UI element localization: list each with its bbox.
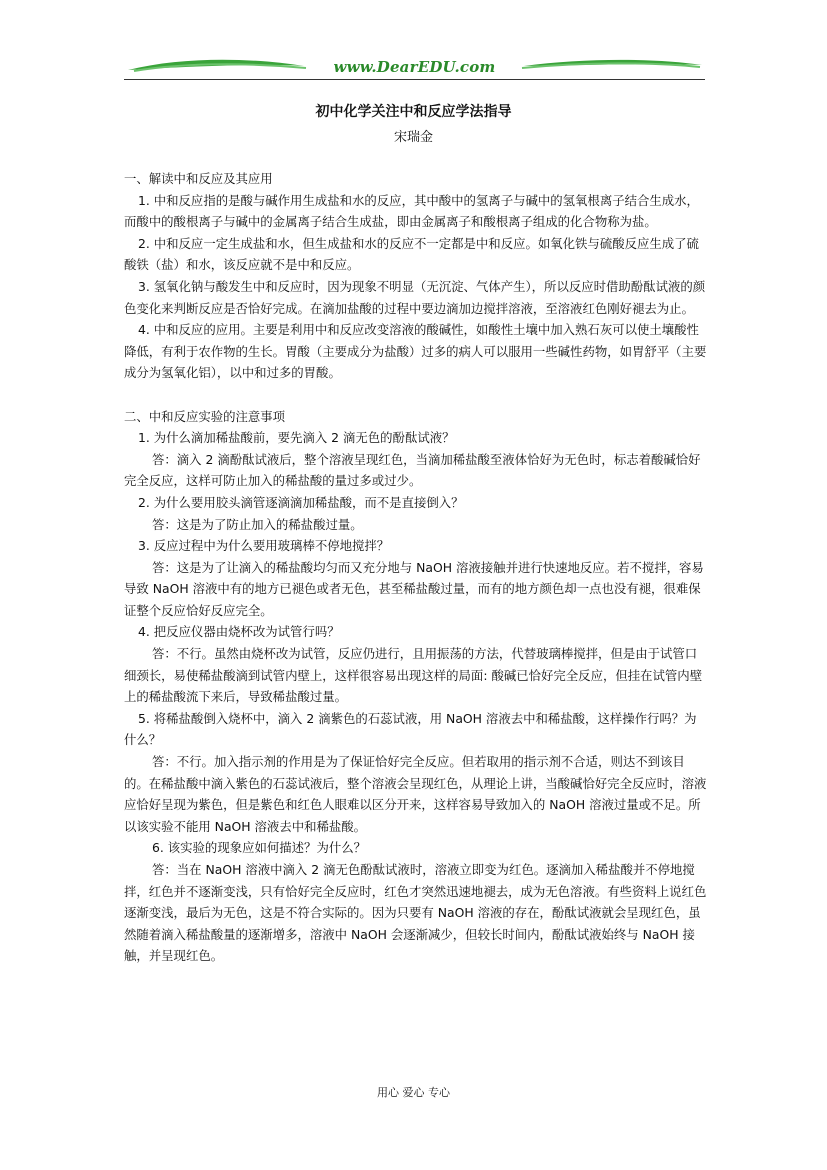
question-item: 3. 氢氧化钠与酸发生中和反应时，因为现象不明显（无沉淀、气体产生），所以反应时借助酚酞试液的颜色变化来判断反应是否恰好完成。在滴加盐酸的过程中要边滴加边搅拌溶液，至溶液红色刚好褪去为止。 xyxy=(124,278,706,316)
question-item: 1. 中和反应指的是酸与碱作用生成盐和水的反应，其中酸中的氢离子与碱中的氢氧根离子结合生成水，而酸中的酸根离子与碱中的金属离子结合生成盐，即由金属离子和酸根离子组成的化合物称为盐。 xyxy=(124,192,699,230)
answer-paragraph: 答：这是为了让滴入的稀盐酸均匀而又充分地与 NaOH 溶液接触并进行快速地反应。若不搅拌，容易导致 NaOH 溶液中有的地方已褪色或者无色，甚至稀盐酸过量，而有的地方颜色却一点也没有褪，很难保证整个反应恰好反应完全。 xyxy=(124,559,704,618)
answer-paragraph: 答：当在 NaOH 溶液中滴入 2 滴无色酚酞试液时，溶液立即变为红色。逐滴加入稀盐酸并不停地搅拌，红色并不逐渐变浅，只有恰好完全反应时，红色才突然迅速地褪去，成为无色溶液。有些资料上说红色逐渐变浅，最后为无色，这是不符合实际的。因为只要有 NaOH 溶液的存在，酚酞试液就会呈现红色，虽然随着滴入稀盐酸量的逐渐增多，溶液中 NaOH 会逐渐减少，但较长时间内，酚酞试液始终与 NaOH 接触，并呈现红色。 xyxy=(124,862,707,964)
question-item: 2. 为什么要用胶头滴管逐滴滴加稀盐酸，而不是直接倒入？ xyxy=(138,494,464,510)
answer-paragraph: 答：滴入 2 滴酚酞试液后，整个溶液呈现红色，当滴加稀盐酸至液体恰好为无色时，标志着酸碱恰好完全反应，这样可防止加入的稀盐酸的量过多或过少。 xyxy=(124,451,701,489)
answer-paragraph: 答：不行。虽然由烧杯改为试管，反应仍进行，且用振荡的方法，代替玻璃棒搅拌，但是由于试管口细颈长，易使稀盐酸滴到试管内壁上，这样很容易出现这样的局面: 酸碱已恰好完全反应，但挂在试管内壁上的稀盐酸流下来后，导致稀盐酸过量。 xyxy=(124,646,703,705)
section-gap xyxy=(124,384,707,406)
question-item: 3. 反应过程中为什么要用玻璃棒不停地搅拌？ xyxy=(138,538,390,554)
header-rule xyxy=(124,79,705,80)
section-heading: 一、解读中和反应及其应用 xyxy=(124,171,273,186)
document-title: 初中化学关注中和反应学法指导 xyxy=(315,104,512,120)
question-item: 4. 把反应仪器由烧杯改为试管行吗？ xyxy=(138,624,340,640)
site-header-logo xyxy=(124,52,705,82)
question-item: 5. 将稀盐酸倒入烧杯中，滴入 2 滴紫色的石蕊试液，用 NaOH 溶液去中和稀盐酸，这样操作行吗？为什么？ xyxy=(124,710,697,748)
question-item: 4. 中和反应的应用。主要是利用中和反应改变溶液的酸碱性，如酸性土壤中加入熟石灰可以使土壤酸性降低，有利于农作物的生长。胃酸（主要成分为盐酸）过多的病人可以服用一些碱性药物，如胃舒平（主要成分为氢氧化铝），以中和过多的胃酸。 xyxy=(124,322,707,381)
answer-paragraph: 答：不行。加入指示剂的作用是为了保证恰好完全反应。但若取用的指示剂不合适，则达不到该目的。在稀盐酸中滴入紫色的石蕊试液后，整个溶液会呈现红色，从理论上讲，当酸碱恰好完全反应时，溶液应恰好呈现为紫色，但是紫色和红色人眼难以区分开来，这样容易导致加入的 NaOH 溶液过量或不足。所以该实验不能用 NaOH 溶液去中和稀盐酸。 xyxy=(124,754,707,834)
answer-paragraph: 答：这是为了防止加入的稀盐酸过量。 xyxy=(152,516,363,532)
page-footer: 用心 爱心 专心 xyxy=(377,1086,450,1099)
section-heading: 二、中和反应实验的注意事项 xyxy=(124,408,286,424)
question-item: 1. 为什么滴加稀盐酸前，要先滴入 2 滴无色的酚酞试液？ xyxy=(138,430,455,446)
site-url: www.DearEDU.com xyxy=(333,58,496,76)
question-item: 2. 中和反应一定生成盐和水，但生成盐和水的反应不一定都是中和反应。如氧化铁与硫酸反应生成了硫酸铁（盐）和水，该反应就不是中和反应。 xyxy=(124,235,699,273)
answer-paragraph: 6. 该实验的现象应如何描述？为什么？ xyxy=(152,840,367,856)
document-author: 宋瑞金 xyxy=(393,130,433,145)
document-body xyxy=(124,168,707,967)
